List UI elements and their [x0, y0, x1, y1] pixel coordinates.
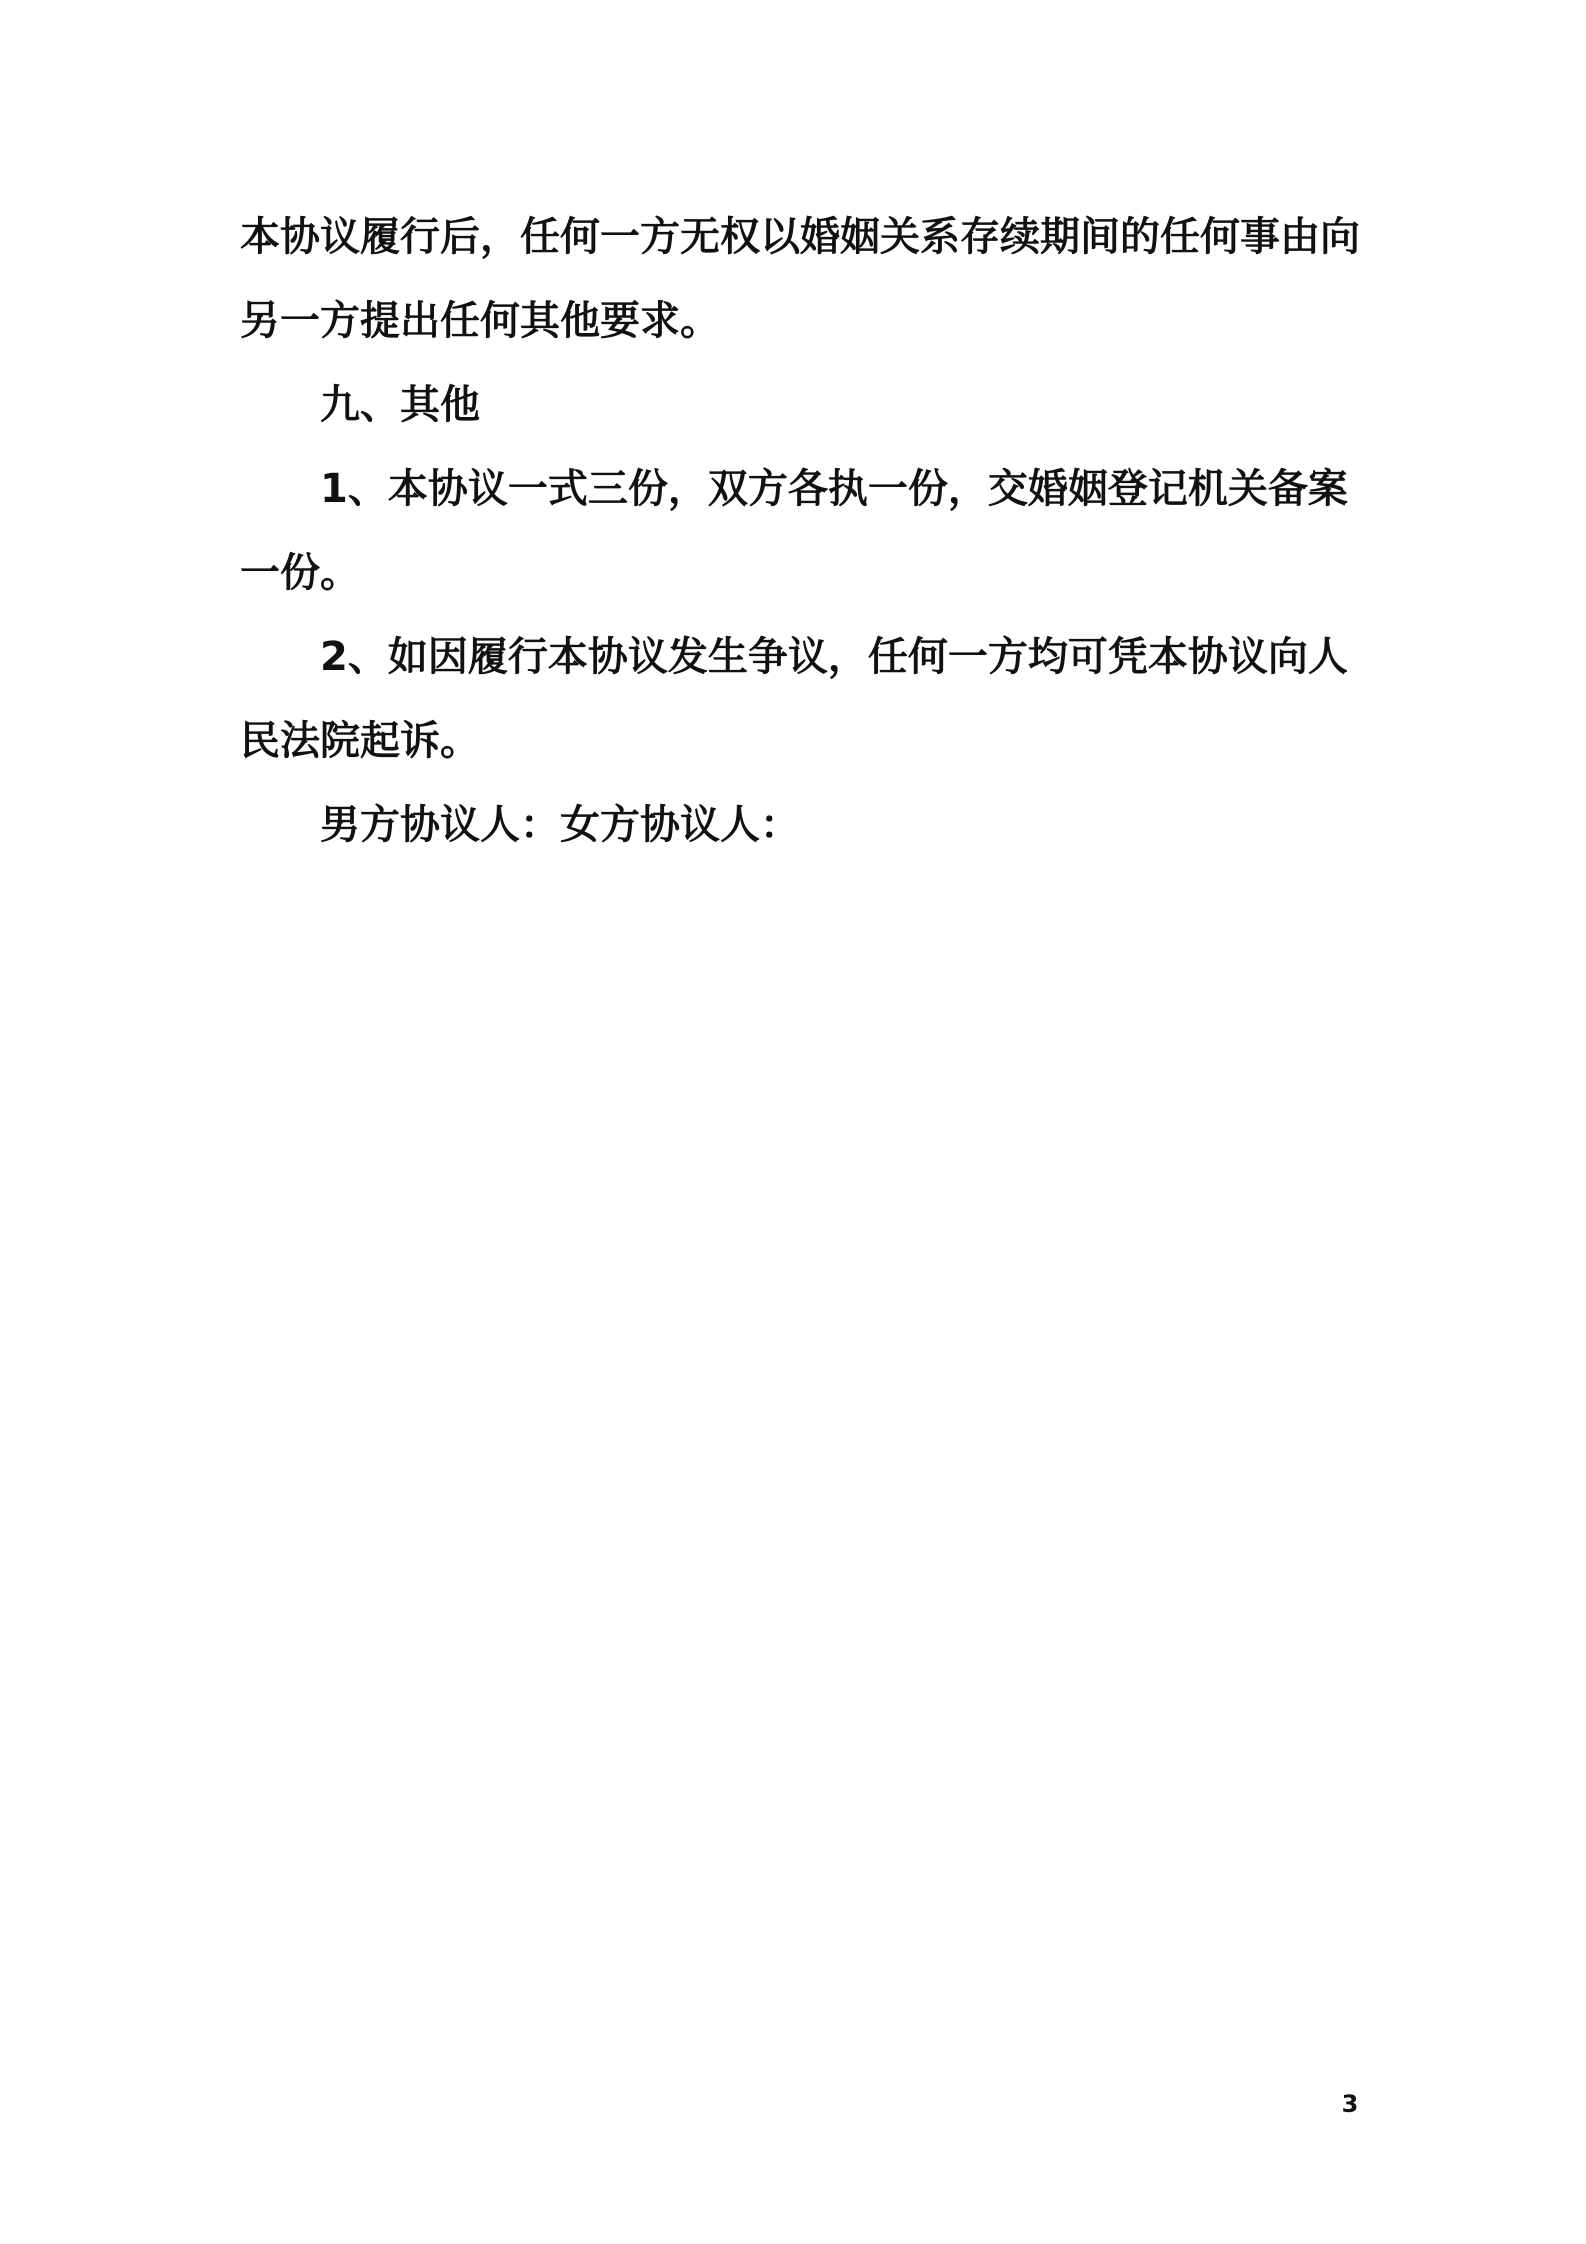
- paragraph-dispute-clause: 2、如因履行本协议发生争议，任何一方均可凭本协议向人民法院起诉。: [240, 634, 1348, 764]
- document-body: [240, 195, 1360, 867]
- signature-line: 男方协议人：女方协议人：: [320, 802, 800, 848]
- paragraph-obligation-clause: 本协议履行后，任何一方无权以婚姻关系存续期间的任何事由向另一方提出任何其他要求。: [240, 214, 1360, 344]
- paragraph-copies-clause: 1、本协议一式三份，双方各执一份，交婚姻登记机关备案一份。: [240, 466, 1348, 596]
- section-heading-other: 九、其他: [320, 382, 480, 428]
- page-number: 3: [1341, 2090, 1359, 2118]
